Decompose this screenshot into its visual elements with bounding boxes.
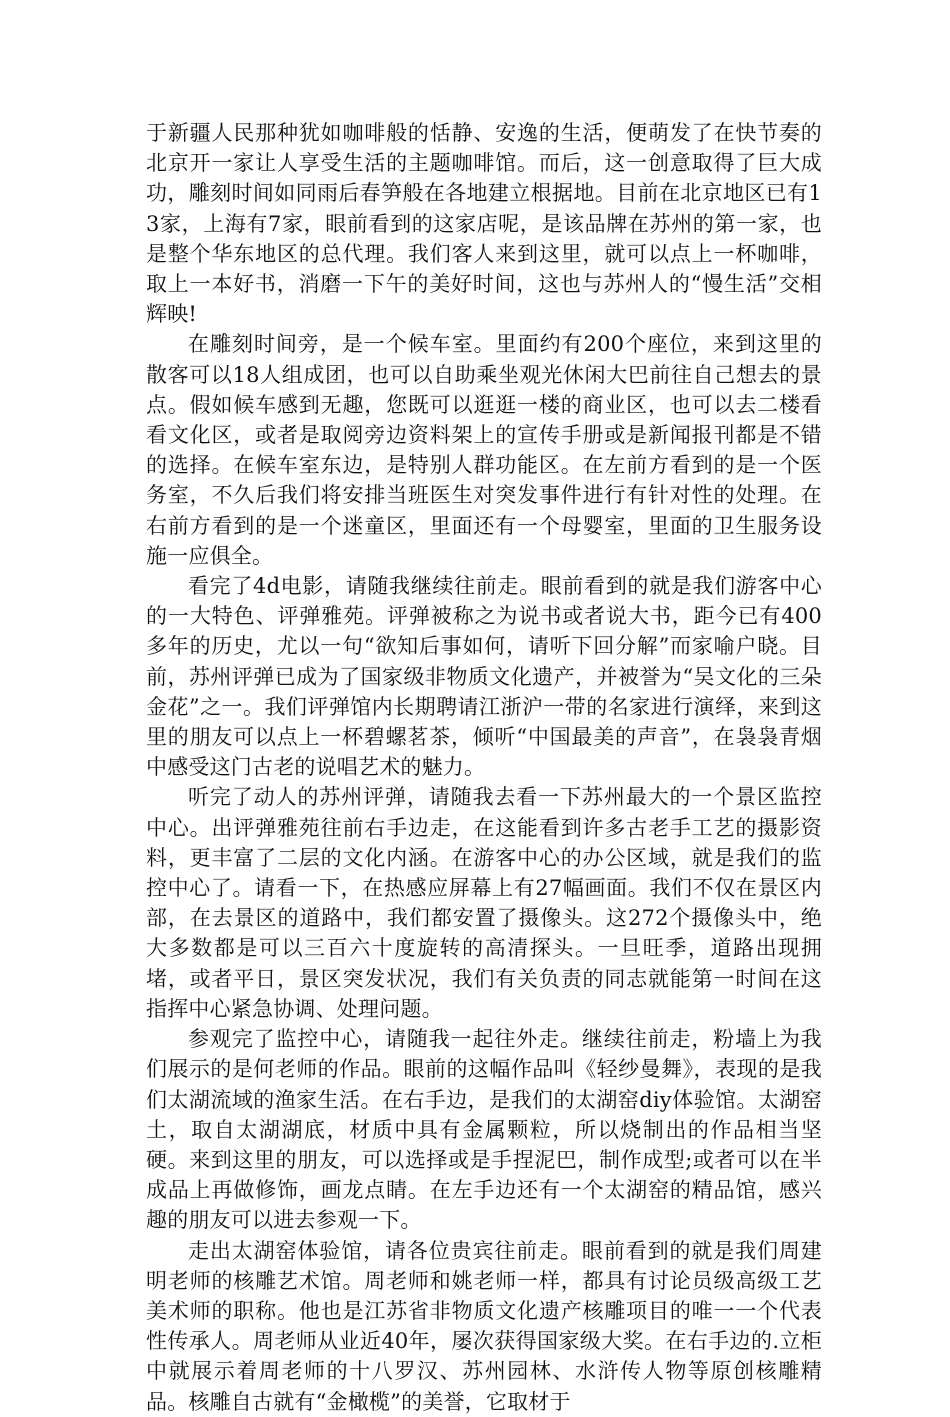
paragraph-pingtan-garden: 看完了4d电影，请随我继续往前走。眼前看到的就是我们游客中心的一大特色、评弹雅苑。评弹被称之为说书或者说大书，距今已有400多年的历史，尤以一句“欲知后事如何，请听下回分解”而家喻户晓。目前，苏州评弹已成为了国家级非物质文化遗产，并被誉为“吴文化的三朵金花”之一。我们评弹馆内长期聘请江浙沪一带的名家进行演绎，来到这里的朋友可以点上一杯碧螺茗茶，倾听“中国最美的声音”，在袅袅青烟中感受这门古老的说唱艺术的魅力。: [146, 574, 822, 780]
paragraph-taihu-kiln: 参观完了监控中心，请随我一起往外走。继续往前走，粉墙上为我们展示的是何老师的作品。眼前的这幅作品叫《轻纱曼舞》，表现的是我们太湖流域的渔家生活。在右手边，是我们的太湖窑diy体验馆。太湖窑土，取自太湖湖底，材质中具有金属颗粒，所以烧制出的作品相当坚硬。来到这里的朋友，可以选择或是手捏泥巴，制作成型;或者可以在半成品上再做修饰，画龙点睛。在左手边还有一个太湖窑的精品馆，感兴趣的朋友可以进去参观一下。: [146, 1027, 822, 1233]
document-body: [146, 118, 822, 1417]
paragraph-nut-carving: 走出太湖窑体验馆，请各位贵宾往前走。眼前看到的就是我们周建明老师的核雕艺术馆。周老师和姚老师一样，都具有讨论员级高级工艺美术师的职称。他也是江苏省非物质文化遗产核雕项目的唯一一个代表性传承人。周老师从业近40年，屡次获得国家级大奖。在右手边的.立柜中就展示着周老师的十八罗汉、苏州园林、水浒传人物等原创核雕精品。核雕自古就有“金橄榄”的美誉，它取材于: [146, 1238, 822, 1414]
paragraph-waiting-room: 在雕刻时间旁，是一个候车室。里面约有200个座位，来到这里的散客可以18人组成团，也可以自助乘坐观光休闲大巴前往自己想去的景点。假如候车感到无趣，您既可以逛逛一楼的商业区，也可以去二楼看看文化区，或者是取阅旁边资料架上的宣传手册或是新闻报刊都是不错的选择。在候车室东边，是特别人群功能区。在左前方看到的是一个医务室，不久后我们将安排当班医生对突发事件进行有针对性的处理。在右前方看到的是一个迷童区，里面还有一个母婴室，里面的卫生服务设施一应俱全。: [146, 332, 822, 568]
paragraph-coffee-shop: 于新疆人民那种犹如咖啡般的恬静、安逸的生活，便萌发了在快节奏的北京开一家让人享受生活的主题咖啡馆。而后，这一创意取得了巨大成功，雕刻时间如同雨后春笋般在各地建立根据地。目前在北京地区已有13家，上海有7家，眼前看到的这家店呢，是该品牌在苏州的第一家，也是整个华东地区的总代理。我们客人来到这里，就可以点上一杯咖啡，取上一本好书，消磨一下午的美好时间，这也与苏州人的“慢生活”交相辉映!: [146, 121, 822, 327]
paragraph-monitoring-center: 听完了动人的苏州评弹，请随我去看一下苏州最大的一个景区监控中心。出评弹雅苑往前右手边走，在这能看到许多古老手工艺的摄影资料，更丰富了二层的文化内涵。在游客中心的办公区域，就是我们的监控中心了。请看一下，在热感应屏幕上有27幅画面。我们不仅在景区内部，在去景区的道路中，我们都安置了摄像头。这272个摄像头中，绝大多数都是可以三百六十度旋转的高清探头。一旦旺季，道路出现拥堵，或者平日，景区突发状况，我们有关负责的同志就能第一时间在这指挥中心紧急协调、处理问题。: [146, 785, 822, 1021]
